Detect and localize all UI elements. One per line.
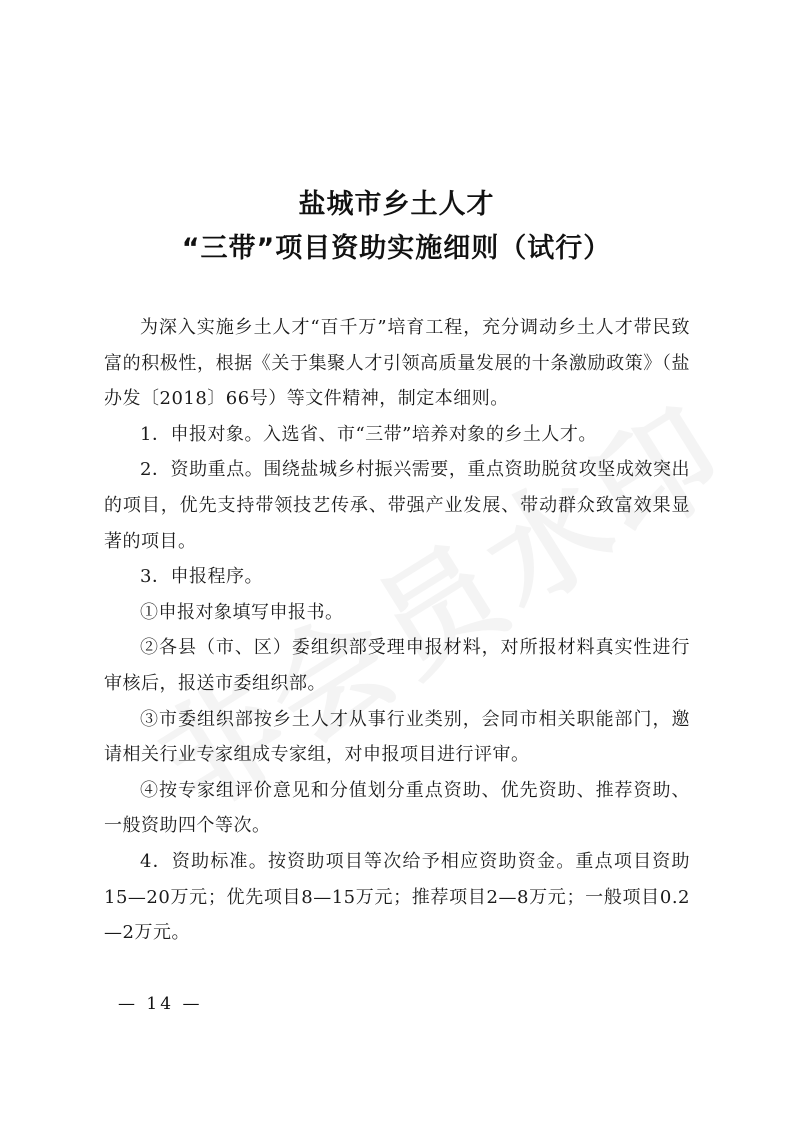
paragraph-procedure-step-2: ②各县（市、区）委组织部受理申报材料，对所报材料真实性进行审核后，报送市委组织部。 <box>104 637 690 694</box>
document-title-line1: 盐城市乡土人才 <box>298 189 495 220</box>
paragraph-procedure-heading: 3．申报程序。 <box>140 566 263 588</box>
paragraph-funding-standard: 4．资助标准。按资助项目等次给予相应资助资金。重点项目资助15—20万元；优先项目8—15万元；推荐项目2—8万元；一般项目0.2—2万元。 <box>104 850 690 944</box>
document-title-line2: “三带”项目资助实施细则（试行） <box>181 233 612 264</box>
paragraph-procedure-step-4: ④按专家组评价意见和分值划分重点资助、优先资助、推荐资助、一般资助四个等次。 <box>104 779 690 837</box>
page-number: — 14 — <box>118 994 203 1014</box>
paragraph-intro: 为深入实施乡土人才“百千万”培育工程，充分调动乡土人才带民致富的积极性，根据《关于集聚人才引领高质量发展的十条激励政策》（盐办发〔2018〕66号）等文件精神，制定本细则。 <box>104 317 690 410</box>
document-body <box>104 310 690 951</box>
paragraph-funding-focus: 2．资助重点。围绕盐城乡村振兴需要，重点资助脱贫攻坚成效突出的项目，优先支持带领技艺传承、带强产业发展、带动群众致富效果显著的项目。 <box>104 459 690 552</box>
paragraph-procedure-step-3: ③市委组织部按乡土人才从事行业类别，会同市相关职能部门，邀请相关行业专家组成专家组，对申报项目进行评审。 <box>104 708 690 766</box>
paragraph-applicants: 1．申报对象。入选省、市“三带”培养对象的乡土人才。 <box>140 423 597 445</box>
paragraph-procedure-step-1: ①申报对象填写申报书。 <box>140 601 344 623</box>
